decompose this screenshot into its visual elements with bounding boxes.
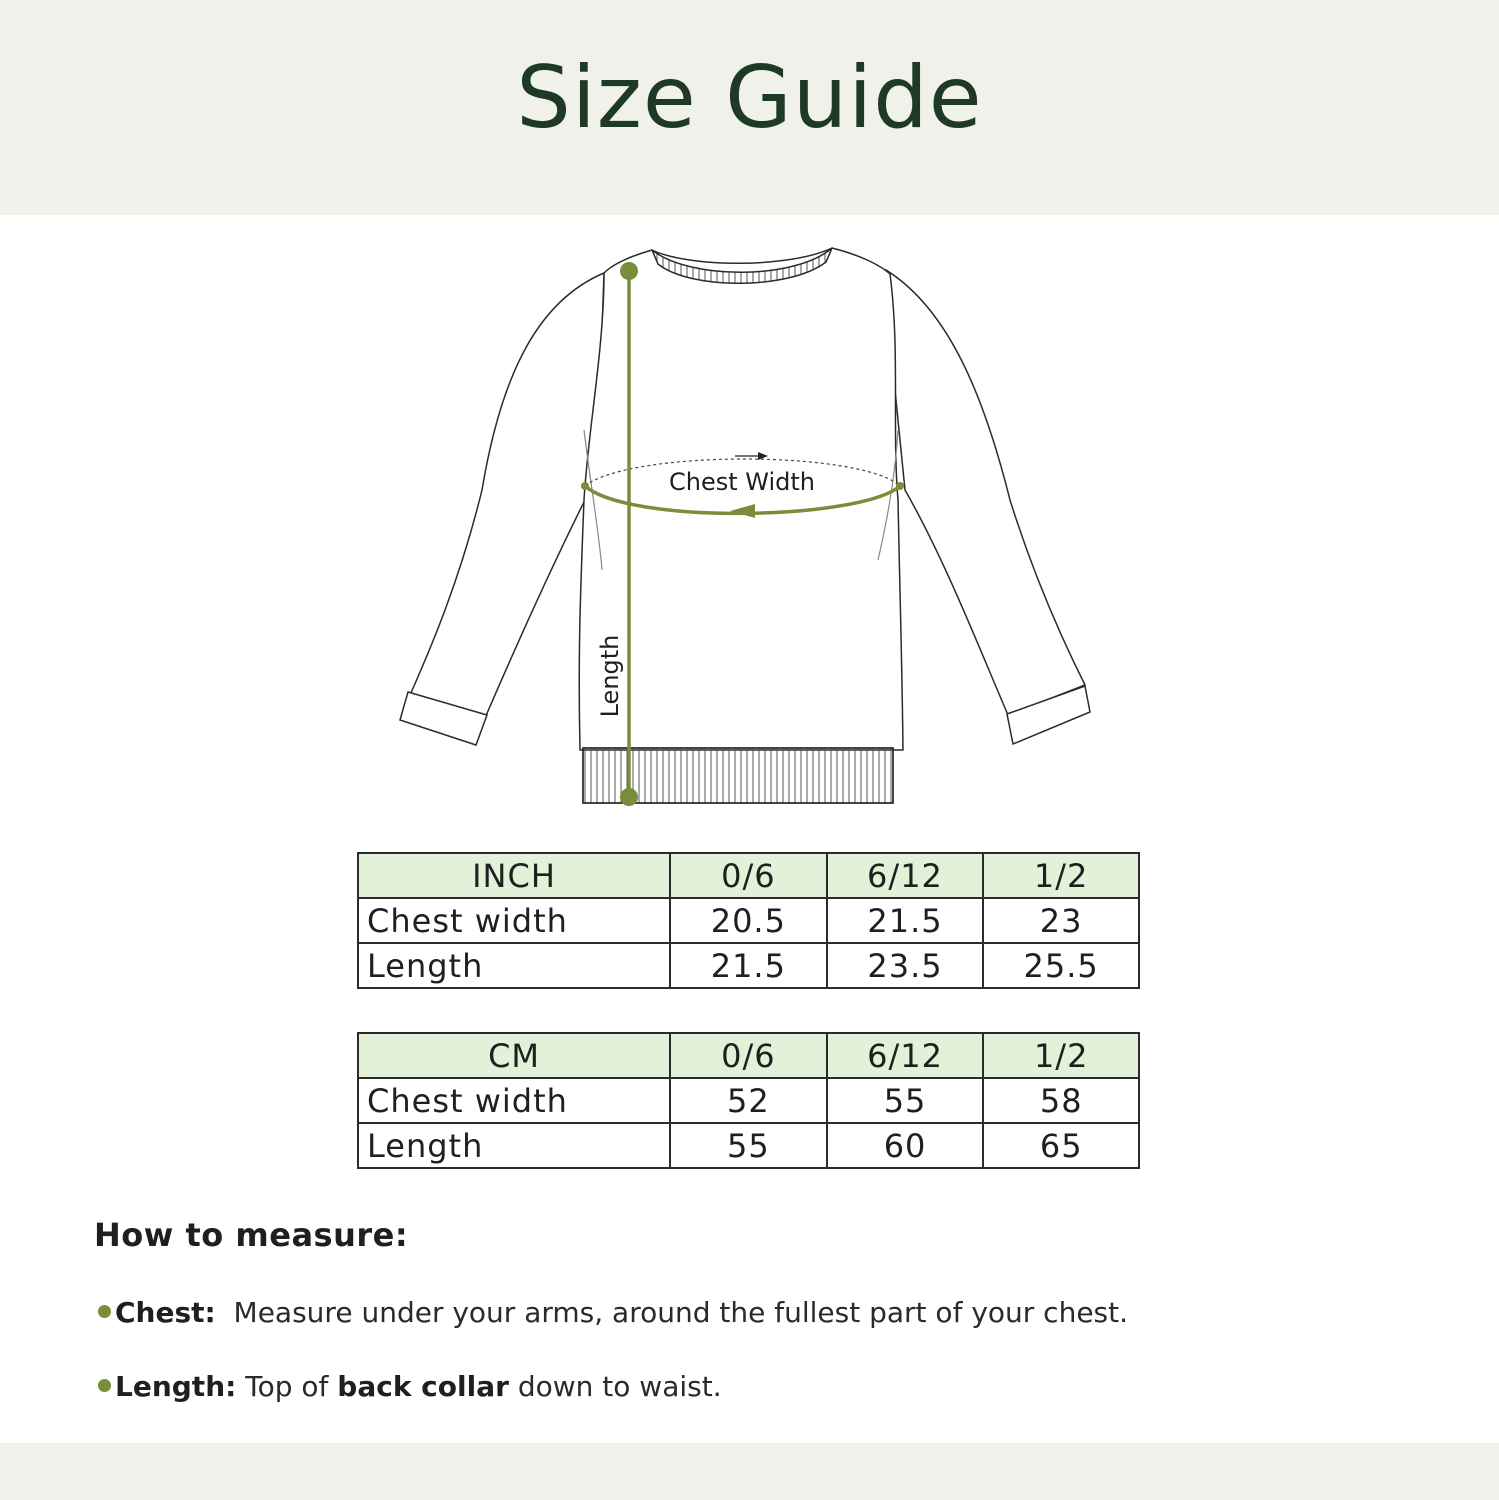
length-bottom-dot	[620, 788, 638, 806]
inch-size-table	[357, 852, 1140, 989]
sweatshirt-diagram	[390, 240, 1110, 820]
chest-instruction-text: Measure under your arms, around the fullest part of your chest.	[233, 1296, 1129, 1329]
page-title: Size Guide	[516, 48, 983, 148]
table-header-cell: 1/2	[983, 853, 1139, 898]
table-cell: 55	[670, 1123, 827, 1168]
table-cell: 21.5	[670, 943, 827, 988]
table-cell: 25.5	[983, 943, 1139, 988]
table-header-cell: 6/12	[827, 853, 984, 898]
length-label: Length	[596, 634, 624, 718]
row-label-cell: Length	[358, 1123, 670, 1168]
table-cell: 55	[827, 1078, 984, 1123]
length-instruction-label: Length:	[115, 1370, 237, 1403]
table-header-cell: 6/12	[827, 1033, 984, 1078]
length-instruction-bold: back collar	[337, 1370, 509, 1403]
footer-band	[0, 1443, 1499, 1500]
row-label-cell: Chest width	[358, 1078, 670, 1123]
table-header-row	[358, 1033, 1139, 1078]
length-top-dot	[620, 262, 638, 280]
table-cell: 60	[827, 1123, 984, 1168]
chest-instruction	[98, 1296, 1128, 1329]
cm-size-table	[357, 1032, 1140, 1169]
right-sleeve	[886, 270, 1085, 715]
bullet-icon	[98, 1305, 111, 1318]
table-cell: 23	[983, 898, 1139, 943]
table-header-cell: 1/2	[983, 1033, 1139, 1078]
table-row	[358, 898, 1139, 943]
table-cell: 65	[983, 1123, 1139, 1168]
bullet-icon	[98, 1379, 111, 1392]
length-instruction-text-after: down to waist.	[517, 1370, 722, 1403]
table-cell: 52	[670, 1078, 827, 1123]
how-to-measure-heading: How to measure:	[94, 1216, 409, 1254]
table-row	[358, 943, 1139, 988]
row-label-cell: Chest width	[358, 898, 670, 943]
chest-width-label: Chest Width	[668, 468, 816, 496]
row-label-cell: Length	[358, 943, 670, 988]
length-instruction-text-before: Top of	[245, 1370, 329, 1403]
table-cell: 23.5	[827, 943, 984, 988]
table-header-cell: 0/6	[670, 853, 827, 898]
table-header-cell: CM	[358, 1033, 670, 1078]
left-sleeve	[410, 273, 604, 718]
table-header-cell: 0/6	[670, 1033, 827, 1078]
table-row	[358, 1078, 1139, 1123]
length-instruction	[98, 1370, 722, 1403]
table-cell: 21.5	[827, 898, 984, 943]
table-cell: 20.5	[670, 898, 827, 943]
table-row	[358, 1123, 1139, 1168]
chest-instruction-label: Chest:	[115, 1296, 216, 1329]
table-header-cell: INCH	[358, 853, 670, 898]
table-header-row	[358, 853, 1139, 898]
table-cell: 58	[983, 1078, 1139, 1123]
